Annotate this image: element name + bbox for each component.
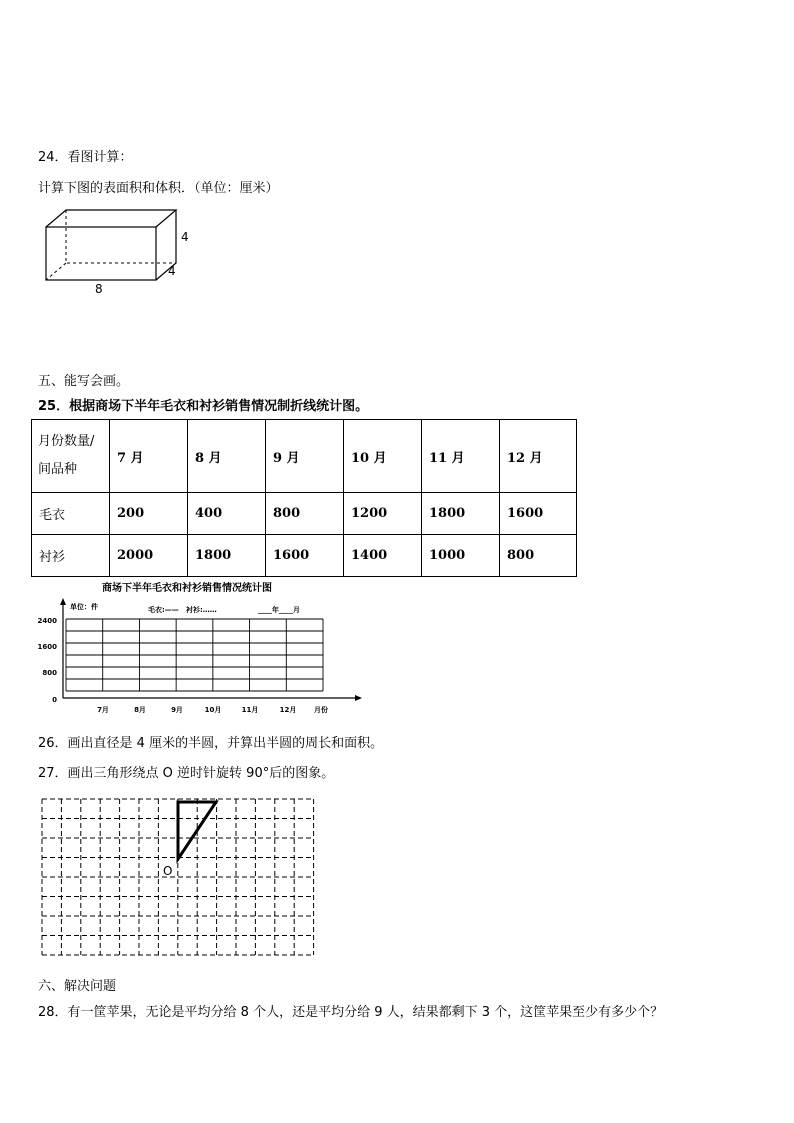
y-tick-label: 800	[42, 669, 57, 677]
rotation-grid	[40, 797, 320, 962]
chart-date-blank: ____年____月	[258, 606, 300, 614]
legend-sweater: 毛衣:——	[148, 606, 179, 614]
table-cell: 1800	[422, 493, 500, 535]
section6-title: 六、解决问题	[38, 979, 117, 994]
x-tick-label: 11月	[241, 706, 259, 714]
table-cell: 1400	[344, 535, 422, 577]
table-cell: 1000	[422, 535, 500, 577]
cuboid-figure	[40, 205, 200, 300]
q26-title: 26．画出直径是 4 厘米的半圆，并算出半圆的周长和面积。	[38, 736, 384, 751]
month-header: 11 月	[422, 420, 500, 493]
row-label: 毛衣	[32, 493, 110, 535]
sales-table	[31, 419, 577, 577]
x-tick-label: 月份	[314, 706, 328, 714]
y-tick-labels	[38, 617, 58, 704]
q28-title: 28．有一筐苹果，无论是平均分给 8 个人，还是平均分给 9 人，结果都剩下 3 个，这筐苹果至少有多少个？	[38, 1005, 664, 1020]
section5-title: 五、能写会画。	[38, 374, 130, 389]
x-tick-label: 8月	[134, 706, 146, 714]
x-tick-labels	[97, 705, 328, 714]
x-tick-label: 9月	[171, 706, 183, 714]
table-row	[32, 535, 577, 577]
y-tick-label: 1600	[37, 643, 57, 651]
table-cell: 800	[500, 535, 577, 577]
blank-line-chart	[30, 578, 370, 718]
month-header: 7 月	[110, 420, 188, 493]
label-width: 4	[168, 264, 176, 278]
y-tick-label: 2400	[37, 617, 57, 625]
month-header: 9 月	[266, 420, 344, 493]
table-cell: 1200	[344, 493, 422, 535]
month-header: 8 月	[188, 420, 266, 493]
q24-title: 24．看图计算：	[38, 150, 133, 165]
chart-grid	[66, 619, 323, 691]
label-height: 4	[181, 230, 189, 244]
label-length: 8	[95, 282, 103, 296]
month-header: 10 月	[344, 420, 422, 493]
q25-title: 25．根据商场下半年毛衣和衬衫销售情况制折线统计图。	[38, 399, 369, 414]
table-corner-cell: 月份数量/ 间品种	[32, 420, 110, 493]
table-row	[32, 493, 577, 535]
cuboid-hidden-edges	[66, 210, 176, 263]
table-cell: 200	[110, 493, 188, 535]
legend-shirt: 衬衫:……	[186, 606, 217, 614]
chart-unit: 单位：件	[70, 603, 98, 611]
chart-title: 商场下半年毛衣和衬衫销售情况统计图	[102, 583, 272, 594]
table-header-row	[32, 420, 577, 493]
q27-title: 27．画出三角形绕点 O 逆时针旋转 90°后的图象。	[38, 766, 335, 781]
row-label: 衬衫	[32, 535, 110, 577]
table-cell: 2000	[110, 535, 188, 577]
table-cell: 1600	[266, 535, 344, 577]
y-tick-label: 0	[52, 696, 57, 704]
x-tick-label: 7月	[97, 706, 109, 714]
table-cell: 800	[266, 493, 344, 535]
x-tick-label: 10月	[204, 706, 222, 714]
cuboid-front-face	[46, 227, 156, 280]
month-header: 12 月	[500, 420, 577, 493]
table-cell: 400	[188, 493, 266, 535]
point-o-label: O	[163, 864, 173, 878]
table-cell: 1600	[500, 493, 577, 535]
x-tick-label: 12月	[279, 706, 297, 714]
q24-instruction: 计算下图的表面积和体积．（单位：厘米）	[38, 181, 279, 196]
table-cell: 1800	[188, 535, 266, 577]
